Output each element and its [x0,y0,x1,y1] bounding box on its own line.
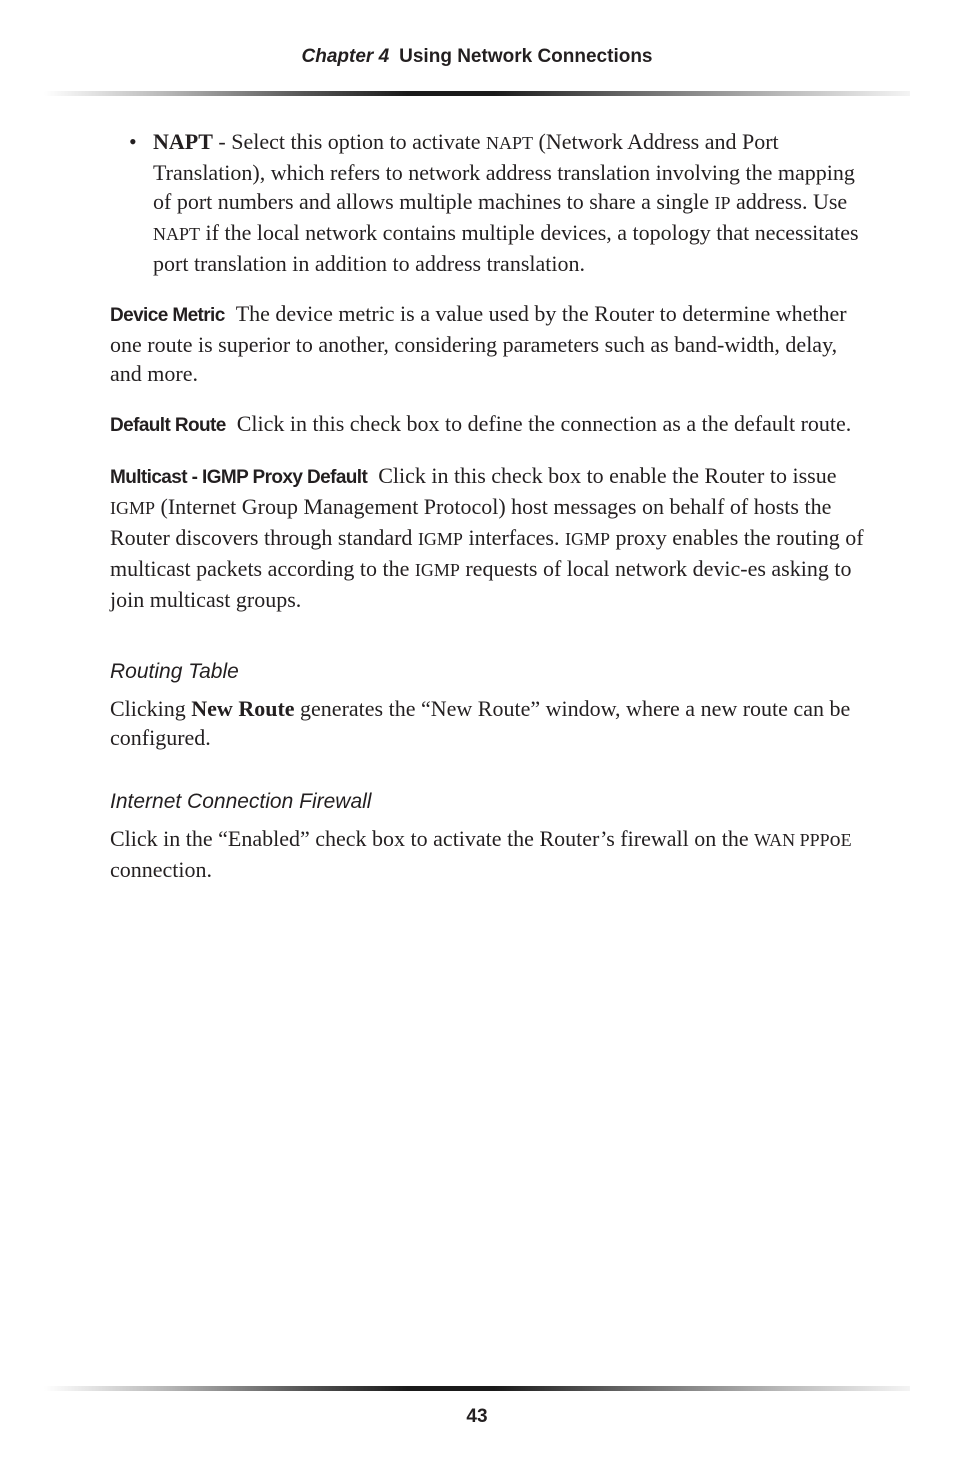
multicast-text: interfaces. [462,525,565,550]
wan-pppoe-abbr: E [840,830,852,850]
page-body [110,127,870,905]
igmp-abbr: IGMP [414,560,460,580]
napt-text: if the local network contains multiple devices, a topology that necessitates port translation in addition to address translation. [153,220,859,276]
multicast-text: requests of local network devic-es asking to join multicast groups. [110,556,852,612]
running-header [0,46,954,68]
igmp-abbr: IGMP [417,529,463,549]
new-route-term: New Route [191,696,295,721]
routing-table-text: generates the “New Route” window, where a new route can be configured. [110,696,851,750]
chapter-label: Chapter 4 [301,46,390,67]
firewall-paragraph [110,824,870,884]
napt-bullet-item [110,127,870,278]
wan-pppoe-abbr: o [829,826,841,851]
page-number: 43 [466,1406,488,1427]
igmp-abbr: IGMP [110,498,156,518]
multicast-paragraph [110,461,870,614]
bullet-mark: • [129,129,137,154]
napt-text: - Select this option to activate [212,129,486,154]
napt-abbr: NAPT [153,224,201,244]
routing-table-paragraph [110,694,870,752]
firewall-text: connection. [110,857,213,882]
firewall-text: Click in the “Enabled” check box to activate the Router’s firewall on the [110,826,755,851]
footer-divider [44,1386,910,1391]
igmp-abbr: IGMP [564,529,610,549]
multicast-term: Multicast - IGMP Proxy Default [110,467,368,488]
napt-description [153,127,870,278]
device-metric-term: Device Metric [110,305,225,326]
multicast-text: Click in this check box to enable the Router to issue [378,463,837,488]
napt-abbr: NAPT [486,133,534,153]
routing-table-text: Clicking [110,696,192,721]
multicast-text: proxy enables the routing of multicast packets according to the [110,525,864,581]
multicast-text: (Internet Group Management Protocol) host messages on behalf of hosts the Router discovers through standard [110,494,832,550]
firewall-heading: Internet Connection Firewall [110,790,372,813]
chapter-title: Using Network Connections [399,46,653,67]
device-metric-text: The device metric is a value used by the Router to determine whether one route is superior to another, considering parameters such as band-width, delay, and more. [110,301,847,386]
napt-term: NAPT [153,129,213,154]
header-divider [44,91,910,96]
default-route-term: Default Route [110,415,226,436]
ip-abbr: IP [714,193,731,213]
routing-table-heading: Routing Table [110,660,239,683]
default-route-text: Click in this check box to define the connection as a the default route. [236,411,852,436]
device-metric-paragraph [110,299,870,388]
napt-text: address. Use [730,189,848,214]
wan-pppoe-abbr: WAN PPP [754,830,830,850]
napt-text: (Network Address and Port Translation), which refers to network address translation involving the mapping of port numbers and allows multiple machines to share a single [153,129,855,214]
default-route-paragraph [110,409,870,440]
